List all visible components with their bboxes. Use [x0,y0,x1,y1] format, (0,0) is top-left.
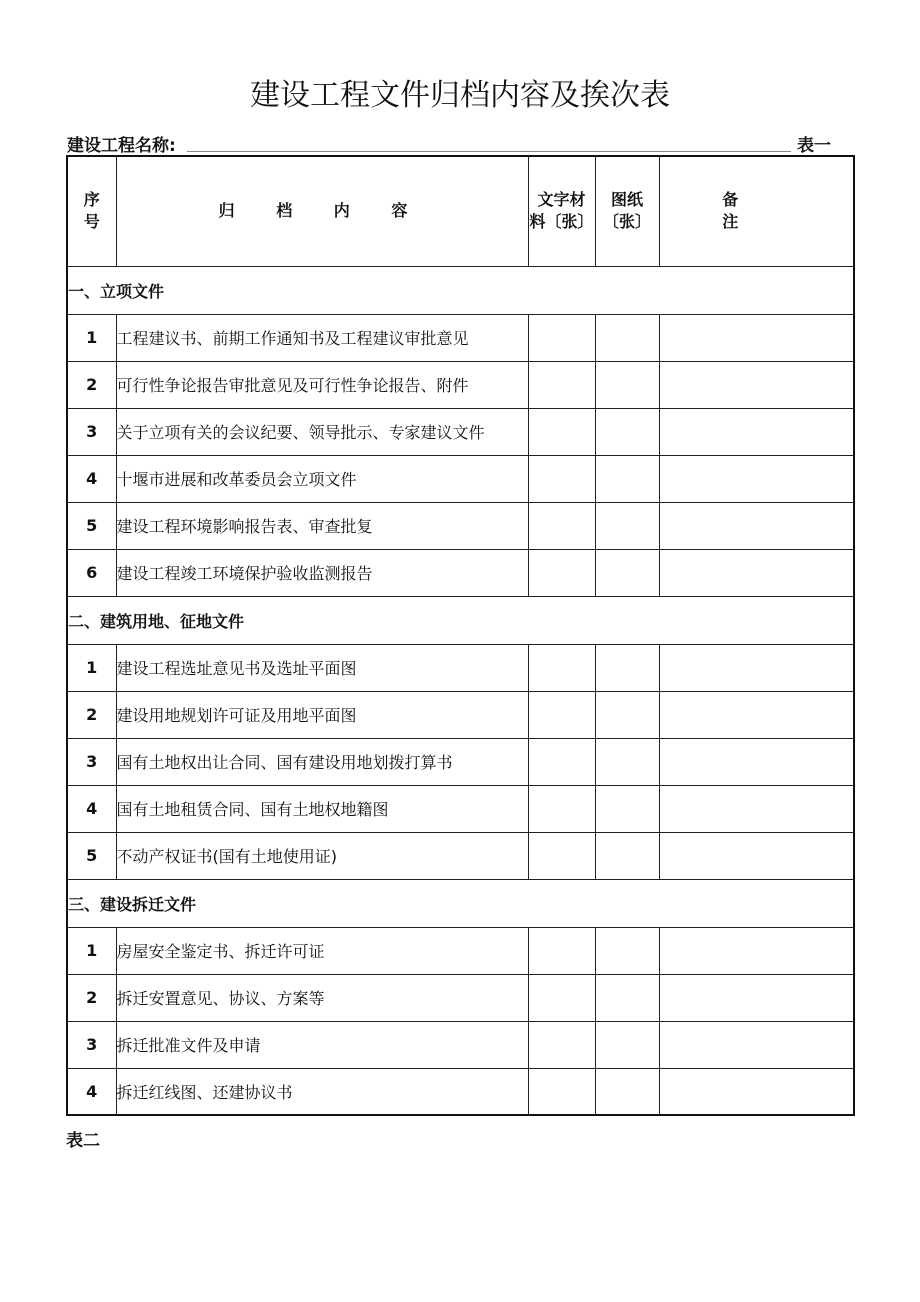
table-row [67,1021,854,1068]
row-content: 可行性争论报告审批意见及可行性争论报告、附件 [116,361,528,408]
remarks-cell[interactable] [659,361,854,408]
drawings-cell[interactable] [595,974,659,1021]
drawings-cell[interactable] [595,1068,659,1115]
remarks-cell[interactable] [659,974,854,1021]
row-number: 4 [67,455,116,502]
text-material-cell[interactable] [528,361,595,408]
header-text-material [528,156,595,266]
text-material-cell[interactable] [528,832,595,879]
row-number: 4 [67,785,116,832]
drawings-cell[interactable] [595,408,659,455]
row-content: 关于立项有关的会议纪要、领导批示、专家建议文件 [116,408,528,455]
text-material-cell[interactable] [528,785,595,832]
table-header-row [67,156,854,266]
row-number: 2 [67,974,116,1021]
remarks-cell[interactable] [659,927,854,974]
project-name-label: 建设工程名称: [67,136,176,156]
row-content: 建设工程竣工环境保护验收监测报告 [116,549,528,596]
table-row [67,455,854,502]
remarks-cell[interactable] [659,1021,854,1068]
table-row [67,549,854,596]
drawings-cell[interactable] [595,314,659,361]
row-number: 3 [67,1021,116,1068]
section-row [67,879,854,927]
text-material-cell[interactable] [528,408,595,455]
table-row [67,974,854,1021]
header-remarks [659,156,854,266]
row-number: 4 [67,1068,116,1115]
project-name-underline [187,151,791,152]
drawings-cell[interactable] [595,785,659,832]
row-number: 3 [67,738,116,785]
remarks-cell[interactable] [659,738,854,785]
table-row [67,314,854,361]
archive-table [66,155,855,1116]
row-number: 3 [67,408,116,455]
row-content: 房屋安全鉴定书、拆迁许可证 [116,927,528,974]
text-material-cell[interactable] [528,974,595,1021]
drawings-cell[interactable] [595,738,659,785]
drawings-cell[interactable] [595,927,659,974]
table-row [67,832,854,879]
text-material-cell[interactable] [528,927,595,974]
section-row [67,266,854,314]
header-content [116,156,528,266]
row-content: 十堰市进展和改革委员会立项文件 [116,455,528,502]
section-title: 二、建筑用地、征地文件 [67,596,854,644]
footer-table-label: 表二 [66,1131,100,1151]
header-drawings-line2: 〔张〕 [602,212,651,232]
row-content: 拆迁安置意见、协议、方案等 [116,974,528,1021]
remarks-cell[interactable] [659,502,854,549]
header-drawings-line1: 图纸 [610,190,643,210]
row-number: 5 [67,502,116,549]
text-material-cell[interactable] [528,691,595,738]
drawings-cell[interactable] [595,832,659,879]
header-drawings [595,156,659,266]
table-row [67,785,854,832]
header-text-material-line2: 料〔张〕 [529,212,594,232]
row-content: 建设用地规划许可证及用地平面图 [116,691,528,738]
remarks-cell[interactable] [659,549,854,596]
table-label: 表一 [797,136,831,156]
drawings-cell[interactable] [595,502,659,549]
remarks-cell[interactable] [659,691,854,738]
table-row [67,691,854,738]
remarks-cell[interactable] [659,408,854,455]
section-title: 一、立项文件 [67,266,854,314]
row-content: 工程建议书、前期工作通知书及工程建议审批意见 [116,314,528,361]
project-name-row [67,130,831,156]
remarks-cell[interactable] [659,785,854,832]
drawings-cell[interactable] [595,691,659,738]
remarks-cell[interactable] [659,455,854,502]
row-content: 不动产权证书(国有土地使用证) [116,832,528,879]
table-row [67,738,854,785]
row-number: 5 [67,832,116,879]
row-content: 建设工程选址意见书及选址平面图 [116,644,528,691]
section-row [67,596,854,644]
row-content: 拆迁批准文件及申请 [116,1021,528,1068]
text-material-cell[interactable] [528,738,595,785]
text-material-cell[interactable] [528,455,595,502]
row-number: 1 [67,314,116,361]
header-seq [67,156,116,266]
row-content: 拆迁红线图、还建协议书 [116,1068,528,1115]
remarks-cell[interactable] [659,832,854,879]
table-row [67,644,854,691]
drawings-cell[interactable] [595,455,659,502]
table-row [67,408,854,455]
text-material-cell[interactable] [528,644,595,691]
table-row [67,502,854,549]
row-content: 国有土地租赁合同、国有土地权地籍图 [116,785,528,832]
text-material-cell[interactable] [528,314,595,361]
drawings-cell[interactable] [595,644,659,691]
row-number: 2 [67,691,116,738]
table-row [67,1068,854,1115]
table-row [67,361,854,408]
remarks-cell[interactable] [659,644,854,691]
row-content: 国有土地权出让合同、国有建设用地划拨打算书 [116,738,528,785]
drawings-cell[interactable] [595,1021,659,1068]
row-content: 建设工程环境影响报告表、审查批复 [116,502,528,549]
row-number: 6 [67,549,116,596]
header-seq-line2: 号 [83,212,100,232]
table-row [67,927,854,974]
header-remarks-label: 备 注 [722,190,791,232]
header-content-label: 归 档 内 容 [218,201,426,221]
document-title: 建设工程文件归档内容及挨次表 [250,78,670,113]
remarks-cell[interactable] [659,314,854,361]
remarks-cell[interactable] [659,1068,854,1115]
row-number: 1 [67,644,116,691]
drawings-cell[interactable] [595,549,659,596]
drawings-cell[interactable] [595,361,659,408]
section-title: 三、建设拆迁文件 [67,879,854,927]
row-number: 2 [67,361,116,408]
header-seq-line1: 序 [83,190,100,210]
text-material-cell[interactable] [528,549,595,596]
text-material-cell[interactable] [528,1068,595,1115]
text-material-cell[interactable] [528,1021,595,1068]
text-material-cell[interactable] [528,502,595,549]
row-number: 1 [67,927,116,974]
header-text-material-line1: 文字材 [537,190,586,210]
